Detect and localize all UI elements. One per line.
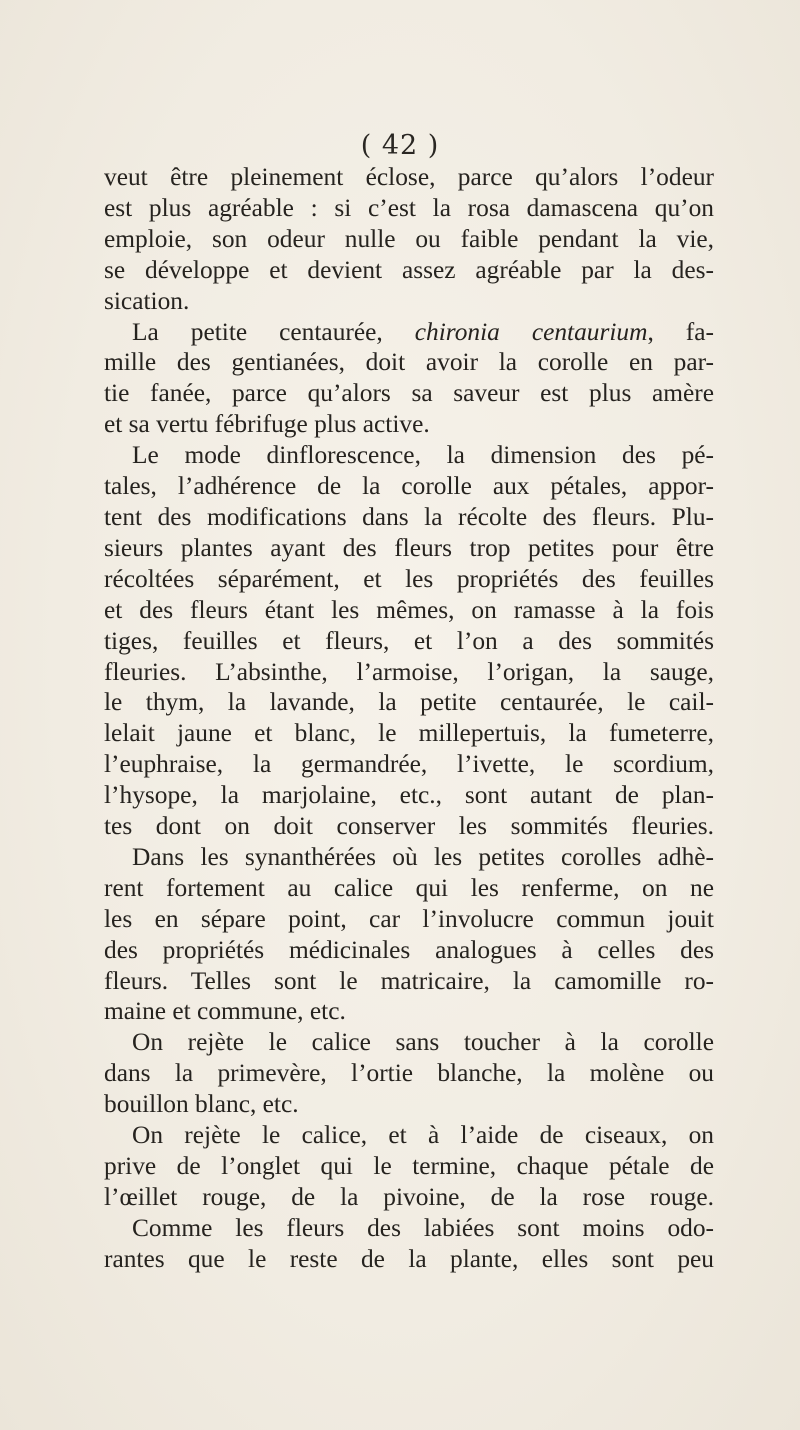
text-line: emploie, son odeur nulle ou faible pendant la vie, [104,224,714,253]
body-text [104,162,714,1275]
text-line: le thym, la lavande, la petite centaurée, le cail- [104,688,714,717]
text-line: On rejète le calice sans toucher à la corolle [132,1028,714,1057]
paragraph [104,1213,714,1275]
text-line: est plus agréable : si c’est la rosa damascena qu’on [104,193,714,222]
text-line: et sa vertu fébrifuge plus active. [104,410,430,439]
text-line: fleurs. Telles sont le matricaire, la camomille ro- [104,966,714,995]
text-line: prive de l’onglet qui le termine, chaque pétale de [104,1152,714,1180]
paragraph [104,1027,714,1120]
text-line: se développe et devient assez agréable par la des- [104,255,714,284]
text-line: dans la primevère, l’ortie blanche, la molène ou [104,1059,714,1088]
text-line: l’œillet rouge, de la pivoine, de la rose rouge. [104,1182,714,1211]
text-fragment: La petite centaurée, [132,317,415,346]
text-line: tent des modifications dans la récolte des fleurs. Plu- [104,502,714,531]
text-line: On rejète le calice, et à l’aide de ciseaux, on [132,1121,714,1150]
text-line [104,317,714,348]
paragraph [104,1120,714,1213]
text-line: tie fanée, parce qu’alors sa saveur est plus amère [104,379,714,408]
botanical-name: chironia centaurium [414,317,648,346]
paragraph [104,842,714,1027]
text-line: l’euphraise, la germandrée, l’ivette, le scordium, [104,750,714,779]
text-line: Comme les fleurs des labiées sont moins odo- [132,1213,714,1242]
text-line: veut être pleinement éclose, parce qu’alors l’odeur [104,163,714,191]
text-line: maine et commune, etc. [104,997,346,1026]
page-number: ( 42 ) [360,130,440,161]
text-fragment: , fa- [647,317,714,346]
paragraph [104,317,714,441]
text-line: les en sépare point, car l’involucre commun jouit [104,904,714,933]
text-line: bouillon blanc, etc. [104,1090,299,1119]
text-line: Dans les synanthérées où les petites corolles adhè- [132,842,714,871]
text-line: rantes que le reste de la plante, elles sont peu [104,1244,714,1273]
text-line: lelait jaune et blanc, le millepertuis, la fumeterre, [104,719,714,748]
text-line: rent fortement au calice qui les renferme, on ne [104,873,714,902]
text-line: tales, l’adhérence de la corolle aux pétales, appor- [104,472,714,501]
text-line: sieurs plantes ayant des fleurs trop petites pour être [104,533,714,562]
text-line: tiges, feuilles et fleurs, et l’on a des sommités [104,626,714,655]
paragraph [104,162,714,317]
paragraph [104,440,714,842]
text-line: mille des gentianées, doit avoir la corolle en par- [104,348,714,377]
text-line: Le mode dinflorescence, la dimension des pé- [132,441,714,470]
text-line: l’hysope, la marjolaine, etc., sont autant de plan- [104,781,714,810]
text-line: fleuries. L’absinthe, l’armoise, l’origan, la sauge, [104,657,714,686]
text-line: récoltées séparément, et les propriétés des feuilles [104,564,714,593]
text-line: sication. [104,286,190,315]
text-line: des propriétés médicinales analogues à celles des [104,935,714,964]
text-line: et des fleurs étant les mêmes, on ramasse à la fois [104,595,714,624]
text-line: tes dont on doit conserver les sommités fleuries. [104,812,714,841]
